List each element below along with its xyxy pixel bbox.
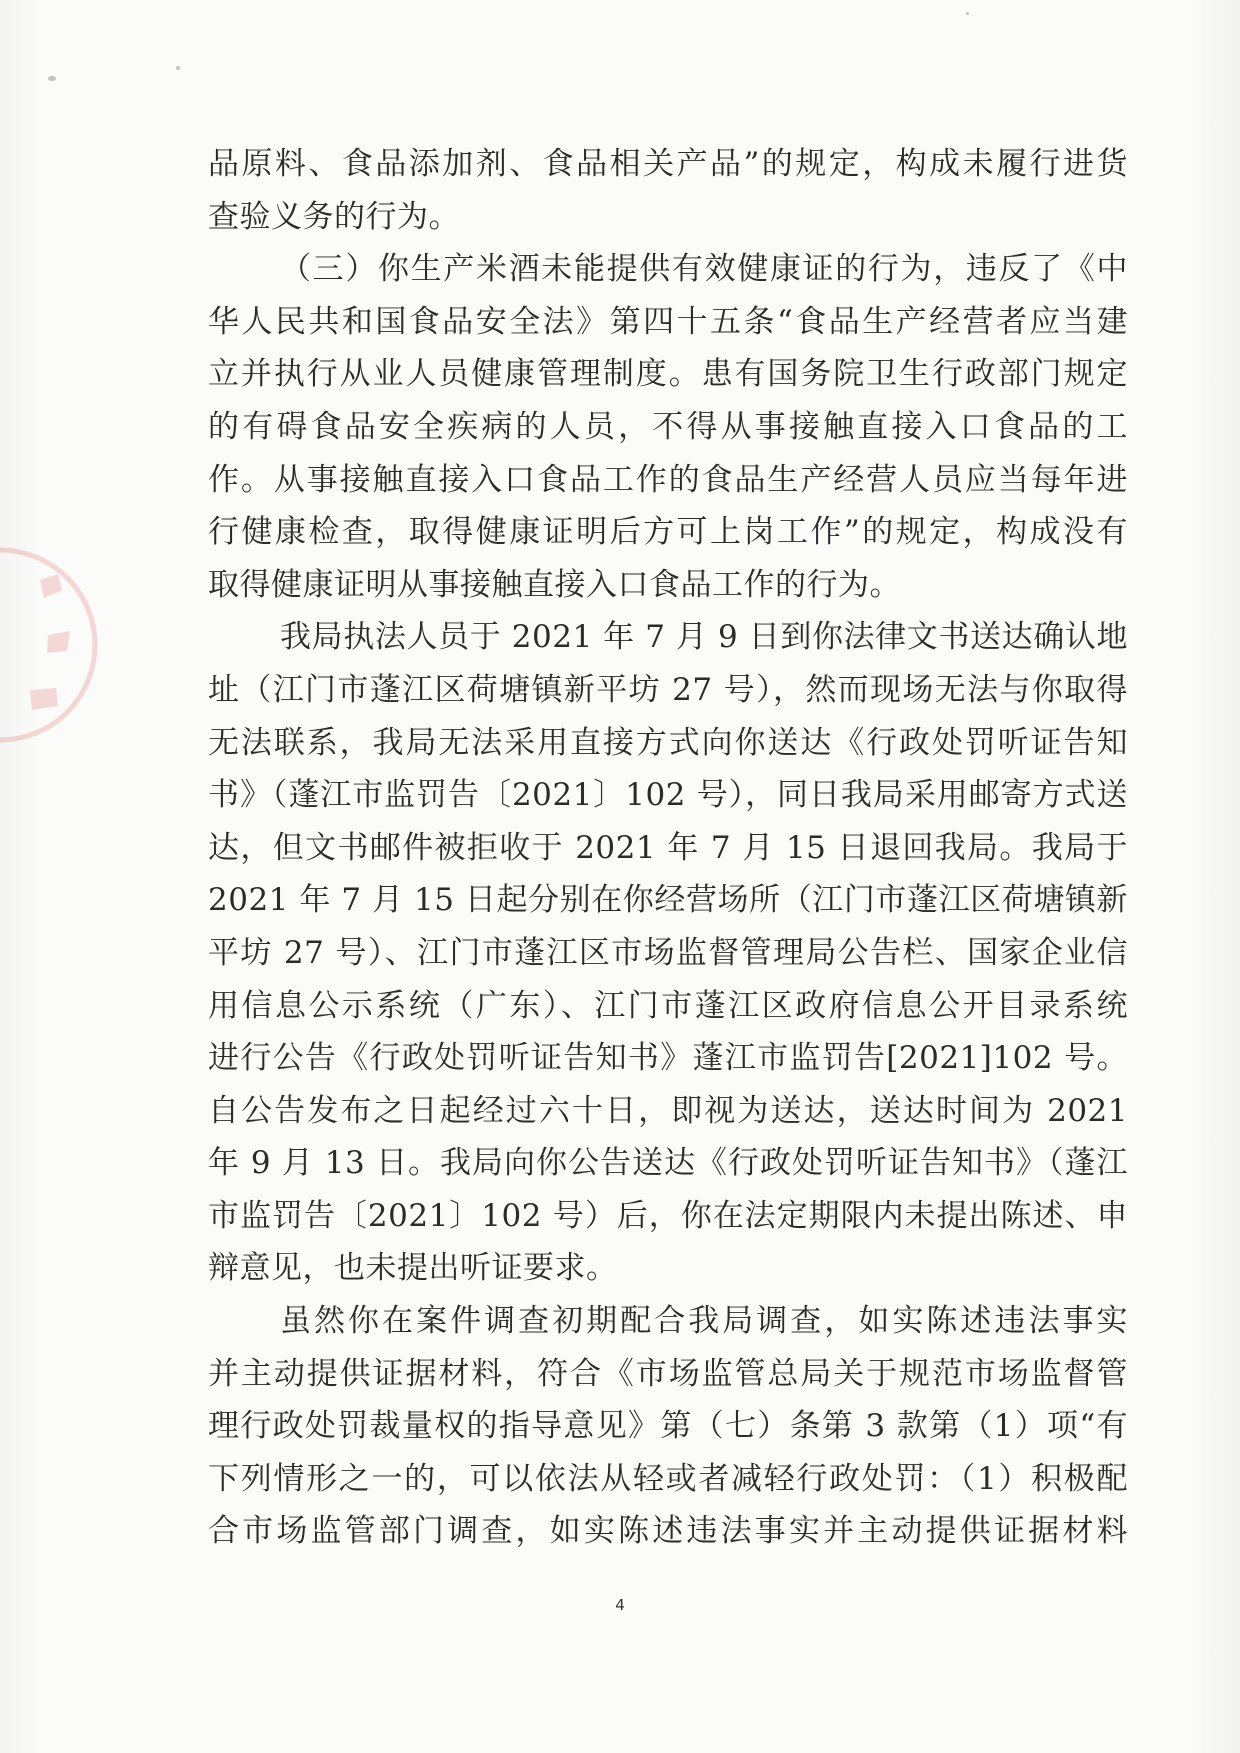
text-line: 行健康检查，取得健康证明后方可上岗工作”的规定，构成没有 <box>208 514 1128 551</box>
text-line: （三）你生产米酒未能提供有效健康证的行为，违反了《中 <box>280 251 1128 288</box>
text-line: 我局执法人员于 2021 年 7 月 9 日到你法律文书送达确认地 <box>280 619 1128 656</box>
page-number: 4 <box>615 1596 625 1614</box>
text-line: 并主动提供证据材料，符合《市场监管总局关于规范市场监督管 <box>208 1355 1128 1392</box>
paragraph-2 <box>208 243 1128 611</box>
text-line: 品原料、食品添加剂、食品相关产品”的规定，构成未履行进货 <box>208 146 1128 182</box>
text-line: 合市场监管部门调查，如实陈述违法事实并主动提供证据材料 <box>208 1513 1128 1550</box>
text-line: 华人民共和国食品安全法》第四十五条“食品生产经营者应当建 <box>208 303 1128 340</box>
text-line: 进行公告《行政处罚听证告知书》蓬江市监罚告[2021]102 号。 <box>208 1040 1128 1077</box>
text-line: 的有碍食品安全疾病的人员，不得从事接触直接入口食品的工 <box>208 408 1128 445</box>
text-line: 理行政处罚裁量权的指导意见》第（七）条第 3 款第（1）项“有 <box>208 1408 1128 1445</box>
text-line: 书》（蓬江市监罚告〔2021〕102 号），同日我局采用邮寄方式送 <box>208 777 1128 814</box>
body-text <box>208 138 1128 1558</box>
paragraph-1 <box>208 138 1128 243</box>
scan-speck <box>176 66 180 70</box>
text-line: 平坊 27 号）、江门市蓬江区市场监督管理局公告栏、国家企业信 <box>208 934 1128 971</box>
text-line: 虽然你在案件调查初期配合我局调查，如实陈述违法事实 <box>280 1303 1128 1340</box>
text-line: 作。从事接触直接入口食品工作的食品生产经营人员应当每年进 <box>208 461 1128 498</box>
text-line: 址（江门市蓬江区荷塘镇新平坊 27 号），然而现场无法与你取得 <box>208 671 1128 708</box>
text-line: 辩意见，也未提出听证要求。 <box>208 1250 618 1287</box>
text-line: 达，但文书邮件被拒收于 2021 年 7 月 15 日退回我局。我局于 <box>208 829 1128 866</box>
text-line: 无法联系，我局无法采用直接方式向你送达《行政处罚听证告知 <box>208 724 1128 761</box>
text-line: 取得健康证明从事接触直接入口食品工作的行为。 <box>208 566 901 603</box>
official-seal-stamp <box>0 520 130 770</box>
text-line: 下列情形之一的，可以依法从轻或者减轻行政处罚：（1）积极配 <box>208 1460 1128 1497</box>
text-line: 立并执行从业人员健康管理制度。患有国务院卫生行政部门规定 <box>208 356 1128 393</box>
paragraph-4 <box>208 1295 1128 1558</box>
text-line: 2021 年 7 月 15 日起分别在你经营场所（江门市蓬江区荷塘镇新 <box>208 882 1128 919</box>
scan-speck <box>48 76 56 81</box>
scan-speck <box>966 12 969 15</box>
text-line: 用信息公示系统（广东）、江门市蓬江区政府信息公开目录系统 <box>208 987 1128 1024</box>
text-line: 市监罚告〔2021〕102 号）后，你在法定期限内未提出陈述、申 <box>208 1197 1128 1234</box>
text-line: 自公告发布之日起经过六十日，即视为送达，送达时间为 2021 <box>208 1092 1128 1129</box>
text-line: 年 9 月 13 日。我局向你公告送达《行政处罚听证告知书》（蓬江 <box>208 1145 1128 1182</box>
text-line: 查验义务的行为。 <box>208 198 460 235</box>
paragraph-3 <box>208 611 1128 1295</box>
